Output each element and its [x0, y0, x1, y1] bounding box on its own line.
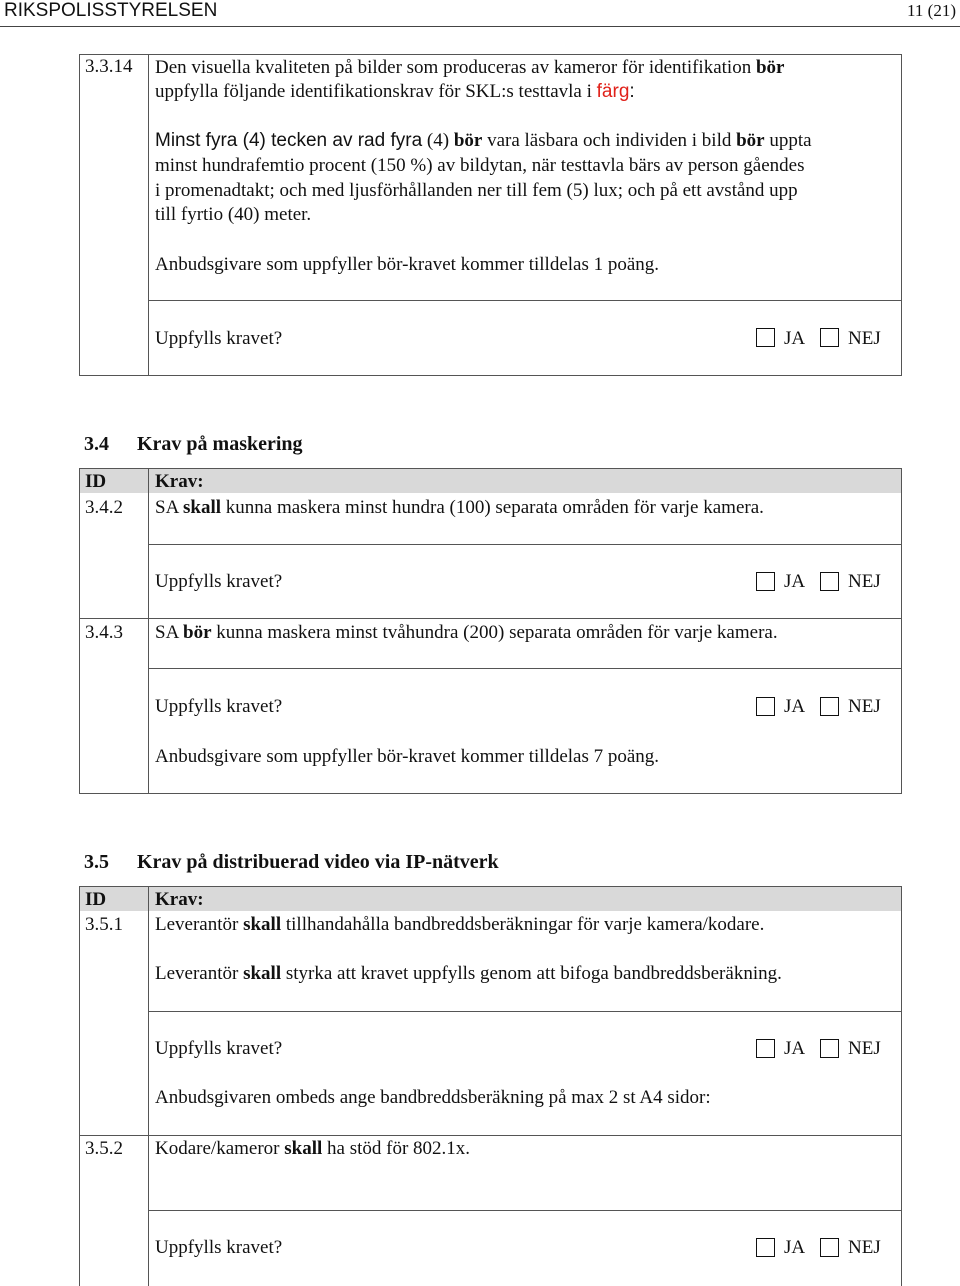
- row-divider: [148, 1210, 902, 1211]
- section-title-3-5: Krav på distribuerad video via IP-nätverk: [137, 851, 499, 873]
- yes-label: JA: [784, 696, 806, 717]
- compliance-question: Uppfylls kravet?: [155, 1237, 283, 1258]
- row-divider: [148, 300, 902, 301]
- organization-name: RIKSPOLISSTYRELSEN: [4, 0, 218, 21]
- compliance-question: Uppfylls kravet?: [155, 1038, 283, 1059]
- column-header-id: ID: [85, 471, 107, 492]
- header-rule: [0, 26, 960, 27]
- no-checkbox[interactable]: [820, 697, 839, 716]
- requirement-detail-line-1: Minst fyra (4) tecken av rad fyra (4) bör vara läsbara och individen i bild bör uppta: [155, 130, 812, 151]
- requirement-id: 3.4.2: [85, 497, 123, 518]
- yes-label: JA: [784, 1038, 806, 1059]
- yes-checkbox[interactable]: [756, 328, 775, 347]
- requirement-detail-line-2: minst hundrafemtio procent (150 %) av bildytan, när testtavla bärs av person gåendes: [155, 155, 805, 176]
- yes-label: JA: [784, 328, 806, 349]
- attachment-note: Anbudsgivaren ombeds ange bandbreddsberäkning på max 2 st A4 sidor:: [155, 1087, 711, 1108]
- no-label: NEJ: [848, 328, 881, 349]
- no-checkbox[interactable]: [820, 572, 839, 591]
- compliance-question: Uppfylls kravet?: [155, 696, 283, 717]
- yes-checkbox[interactable]: [756, 697, 775, 716]
- no-label: NEJ: [848, 1038, 881, 1059]
- requirement-text-line-1: Den visuella kvaliteten på bilder som produceras av kameror för identifikation bör: [155, 57, 785, 78]
- row-divider: [148, 668, 902, 669]
- requirement-id: 3.4.3: [85, 622, 123, 643]
- column-header-krav: Krav:: [155, 471, 204, 492]
- row-divider: [79, 1135, 902, 1136]
- requirement-text-line-2: Leverantör skall styrka att kravet uppfylls genom att bifoga bandbreddsberäkning.: [155, 963, 782, 984]
- id-column-divider: [148, 886, 149, 1286]
- requirement-text-line-2: uppfylla följande identifikationskrav för SKL:s testtavla i färg:: [155, 81, 635, 102]
- requirement-text: SA skall kunna maskera minst hundra (100) separata områden för varje kamera.: [155, 497, 764, 518]
- row-divider: [148, 1011, 902, 1012]
- compliance-question: Uppfylls kravet?: [155, 328, 283, 349]
- no-label: NEJ: [848, 1237, 881, 1258]
- row-divider: [148, 544, 902, 545]
- yes-label: JA: [784, 1237, 806, 1258]
- section-title-3-4: Krav på maskering: [137, 433, 303, 455]
- requirement-text: Kodare/kameror skall ha stöd för 802.1x.: [155, 1138, 471, 1159]
- requirement-id: 3.3.14: [85, 56, 133, 77]
- no-checkbox[interactable]: [820, 1039, 839, 1058]
- page-number: 11 (21): [907, 1, 956, 20]
- id-column-divider: [148, 54, 149, 376]
- no-label: NEJ: [848, 696, 881, 717]
- no-checkbox[interactable]: [820, 1238, 839, 1257]
- yes-checkbox[interactable]: [756, 572, 775, 591]
- requirement-id: 3.5.2: [85, 1138, 123, 1159]
- yes-label: JA: [784, 571, 806, 592]
- no-label: NEJ: [848, 571, 881, 592]
- requirement-detail-line-4: till fyrtio (40) meter.: [155, 204, 312, 225]
- column-header-id: ID: [85, 889, 107, 910]
- yes-checkbox[interactable]: [756, 1039, 775, 1058]
- yes-checkbox[interactable]: [756, 1238, 775, 1257]
- requirement-id: 3.5.1: [85, 914, 123, 935]
- id-column-divider: [148, 468, 149, 794]
- requirement-detail-line-3: i promenadtakt; och med ljusförhållanden ner till fem (5) lux; och på ett avstånd upp: [155, 180, 798, 201]
- requirement-text: SA bör kunna maskera minst tvåhundra (200) separata områden för varje kamera.: [155, 622, 778, 643]
- compliance-question: Uppfylls kravet?: [155, 571, 283, 592]
- section-number-3-4: 3.4: [84, 433, 109, 455]
- points-note: Anbudsgivare som uppfyller bör-kravet kommer tilldelas 1 poäng.: [155, 254, 660, 275]
- section-number-3-5: 3.5: [84, 851, 109, 873]
- requirement-text-line-1: Leverantör skall tillhandahålla bandbreddsberäkningar för varje kamera/kodare.: [155, 914, 765, 935]
- row-divider: [79, 618, 902, 619]
- column-header-krav: Krav:: [155, 889, 204, 910]
- points-note: Anbudsgivare som uppfyller bör-kravet kommer tilldelas 7 poäng.: [155, 746, 660, 767]
- no-checkbox[interactable]: [820, 328, 839, 347]
